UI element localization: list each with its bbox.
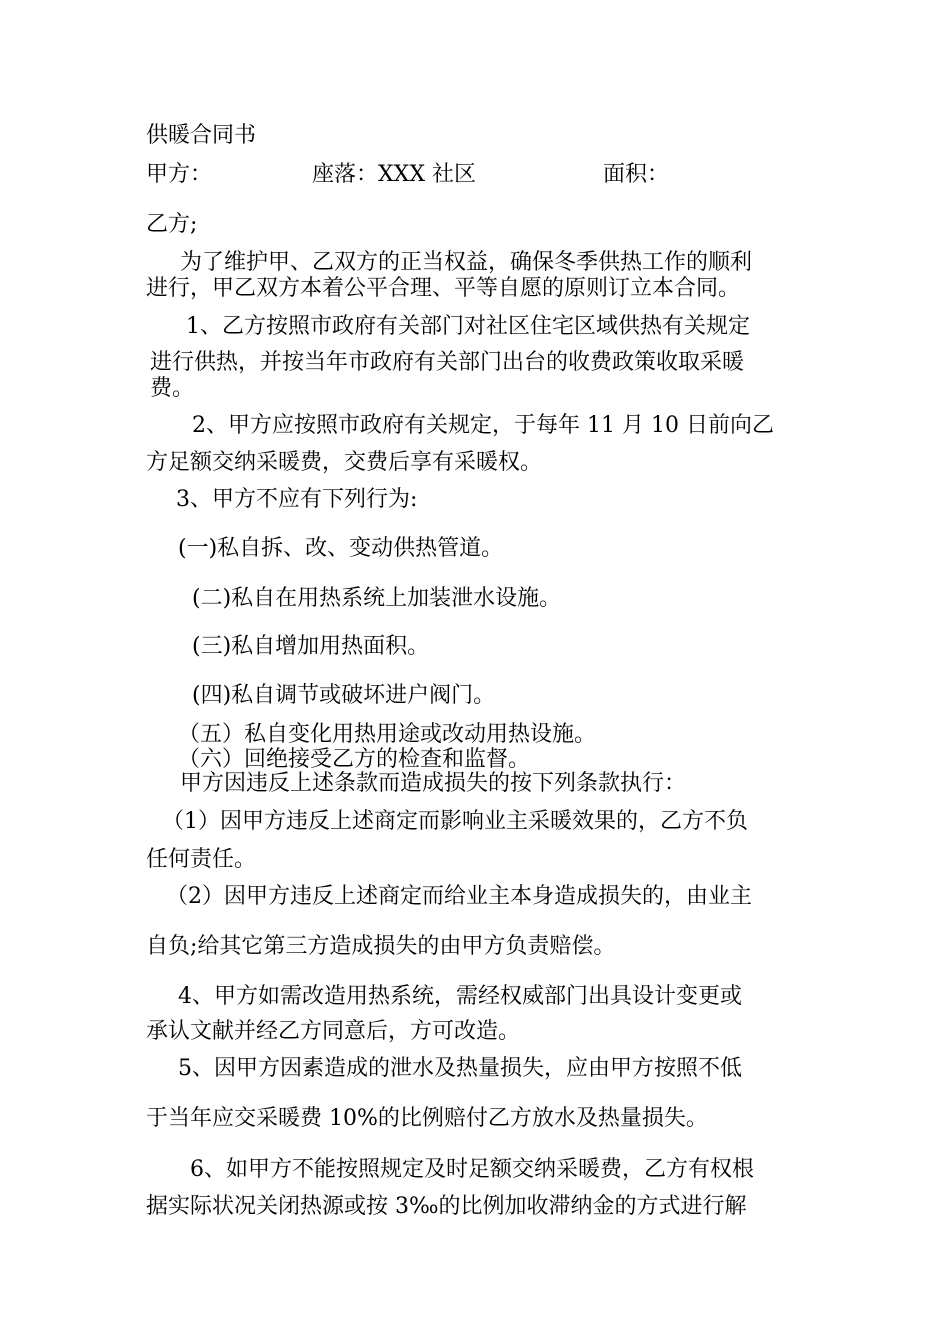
paragraph-line: （1）因甲方违反上述商定而影响业主采暖效果的，乙方不负 (162, 809, 748, 834)
area-label: 面积： (603, 162, 670, 187)
paragraph-line: (四)私自调节或破坏进户阀门。 (192, 683, 496, 708)
document-title: 供暖合同书 (146, 123, 257, 148)
paragraph-line: 1、乙方按照市政府有关部门对社区住宅区域供热有关规定 (186, 314, 750, 339)
party-a-label: 甲方： (146, 162, 213, 187)
party-b-label: 乙方; (146, 212, 198, 237)
paragraph-line: (二)私自在用热系统上加装泄水设施。 (192, 586, 562, 611)
paragraph-line: 于当年应交采暖费 10%的比例赔付乙方放水及热量损失。 (146, 1106, 708, 1131)
paragraph-line: (一)私自拆、改、变动供热管道。 (178, 536, 504, 561)
paragraph-line: （2）因甲方违反上述商定而给业主本身造成损失的，由业主 (166, 884, 752, 909)
paragraph-line: 承认文献并经乙方同意后，方可改造。 (146, 1019, 521, 1044)
paragraph-line: 任何责任。 (146, 847, 257, 872)
paragraph-line: 为了维护甲、乙双方的正当权益，确保冬季供热工作的顺利 (180, 250, 753, 275)
paragraph-line: 自负;给其它第三方造成损失的由甲方负责赔偿。 (146, 934, 616, 959)
paragraph-line: （五）私自变化用热用途或改动用热设施。 (178, 722, 597, 747)
paragraph-line: 6、如甲方不能按照规定及时足额交纳采暖费，乙方有权根 (190, 1157, 754, 1182)
paragraph-line: 费。 (150, 376, 195, 401)
paragraph-line: （六）回绝接受乙方的检查和监督。 (178, 747, 531, 772)
paragraph-line: 据实际状况关闭热源或按 3‰的比例加收滞纳金的方式进行解 (146, 1194, 747, 1219)
paragraph-line: 甲方因违反上述条款而造成损失的按下列条款执行： (180, 771, 687, 796)
location-label: 座落：XXX 社区 (312, 162, 476, 187)
paragraph-line: 进行，甲乙双方本着公平合理、平等自愿的原则订立本合同。 (146, 276, 741, 301)
paragraph-line: (三)私自增加用热面积。 (192, 634, 430, 659)
paragraph-line: 方足额交纳采暖费，交费后享有采暖权。 (146, 450, 543, 475)
paragraph-line: 3、甲方不应有下列行为: (176, 487, 418, 512)
paragraph-line: 4、甲方如需改造用热系统，需经权威部门出具设计变更或 (178, 984, 742, 1009)
paragraph-line: 2、甲方应按照市政府有关规定，于每年 11 月 10 日前向乙 (192, 413, 774, 438)
paragraph-line: 5、因甲方因素造成的泄水及热量损失，应由甲方按照不低 (178, 1056, 742, 1081)
paragraph-line: 进行供热，并按当年市政府有关部门出台的收费政策收取采暖 (150, 350, 745, 375)
